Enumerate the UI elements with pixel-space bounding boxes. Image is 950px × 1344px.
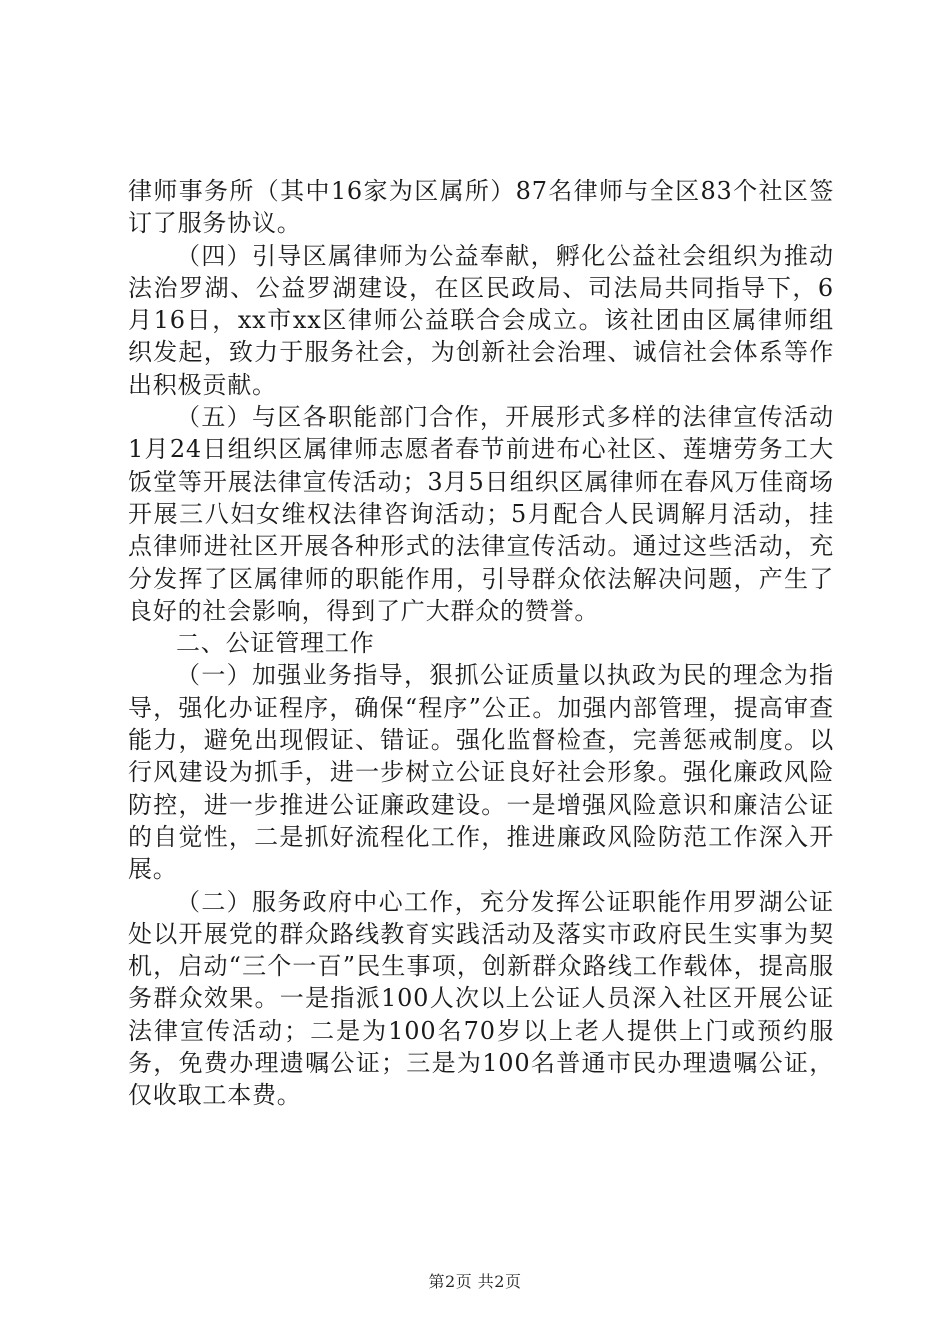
paragraph-notary-2: （二）服务政府中心工作，充分发挥公证职能作用罗湖公证处以开展党的群众路线教育实践活动及落实市政府民生实事为契机，启动“三个一百”民生事项，创新群众路线工作载体，提高服务群众效果。一是指派100人次以上公证人员深入社区开展公证法律宣传活动；二是为100名70岁以上老人提供上门或预约服务，免费办理遗嘱公证；三是为100名普通市民办理遗嘱公证，仅收取工本费。 (128, 887, 834, 1110)
section-heading-notary: 二、公证管理工作 (176, 629, 375, 658)
paragraph-notary-1: （一）加强业务指导，狠抓公证质量以执政为民的理念为指导，强化办证程序，确保“程序”公正。加强内部管理，提高审查能力，避免出现假证、错证。强化监督检查，完善惩戒制度。以行风建设为抓手，进一步树立公证良好社会形象。强化廉政风险防控，进一步推进公证廉政建设。一是增强风险意识和廉洁公证的自觉性，二是抓好流程化工作，推进廉政风险防范工作深入开展。 (128, 661, 834, 884)
document-body (128, 175, 834, 1112)
paragraph-continuation: 律师事务所（其中16家为区属所）87名律师与全区83个社区签订了服务协议。 (128, 177, 834, 238)
paragraph-section-4: （四）引导区属律师为公益奉献，孵化公益社会组织为推动法治罗湖、公益罗湖建设，在区民政局、司法局共同指导下，6月16日，xx市xx区律师公益联合会成立。该社团由区属律师组织发起，致力于服务社会，为创新社会治理、诚信社会体系等作出积极贡献。 (128, 241, 834, 399)
paragraph-section-5: （五）与区各职能部门合作，开展形式多样的法律宣传活动1月24日组织区属律师志愿者春节前进布心社区、莲塘劳务工大饭堂等开展法律宣传活动；3月5日组织区属律师在春风万佳商场开展三八妇女维权法律咨询活动；5月配合人民调解月活动，挂点律师进社区开展各种形式的法律宣传活动。通过这些活动，充分发挥了区属律师的职能作用，引导群众依法解决问题，产生了良好的社会影响，得到了广大群众的赞誉。 (128, 403, 834, 625)
page-number-footer: 第2页 共2页 (428, 1272, 522, 1291)
